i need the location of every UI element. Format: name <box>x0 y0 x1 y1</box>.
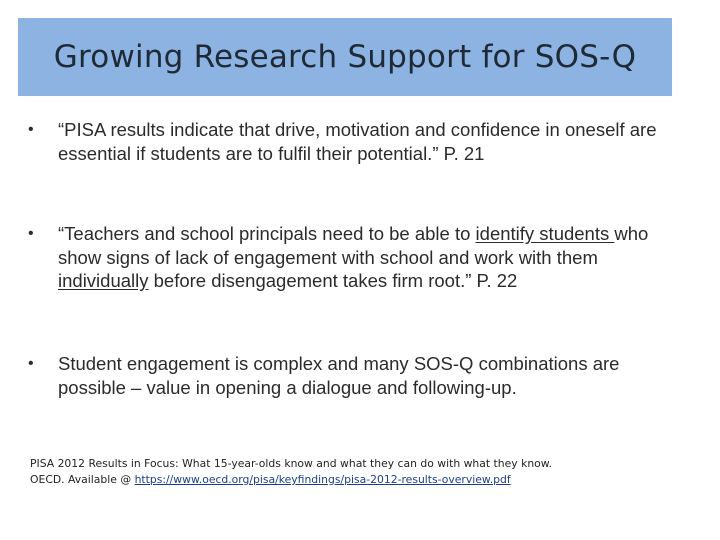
reference-line-1: PISA 2012 Results in Focus: What 15-year-olds know and what they can do with what they know. <box>30 457 553 470</box>
reference-prefix: OECD. Available @ <box>30 473 135 486</box>
slide-title: Growing Research Support for SOS-Q <box>53 39 637 75</box>
bullet-item-student-engagement <box>28 352 668 399</box>
bullet-text <box>58 222 668 293</box>
reference-link[interactable]: https://www.oecd.org/pisa/keyfindings/pisa-2012-results-overview.pdf <box>134 473 511 486</box>
reference-citation <box>30 456 670 488</box>
bullet-text: “PISA results indicate that drive, motivation and confidence in oneself are essential if students are to fulfil their potential.” P. 21 <box>58 119 657 164</box>
reference-line-2 <box>30 472 670 488</box>
bullet-marker: • <box>28 225 34 242</box>
title-banner <box>18 18 672 96</box>
bullet-text-part: who show signs of lack of engagement with school and work with them <box>58 223 649 268</box>
bullet-text-part: “Teachers and school principals need to be able to <box>58 223 476 244</box>
bullet-text: Student engagement is complex and many SOS-Q combinations are possible – value in opening a dialogue and following-up. <box>58 353 620 398</box>
bullet-item-pisa-results <box>28 118 668 165</box>
bullet-item-teachers-principals <box>28 222 668 293</box>
bullet-marker: • <box>28 121 34 138</box>
bullet-marker: • <box>28 355 34 372</box>
underlined-phrase-identify-students: identify students <box>475 223 615 244</box>
underlined-word-individually: individually <box>58 270 149 291</box>
bullet-text-part: before disengagement takes firm root.” P. 22 <box>148 270 518 291</box>
